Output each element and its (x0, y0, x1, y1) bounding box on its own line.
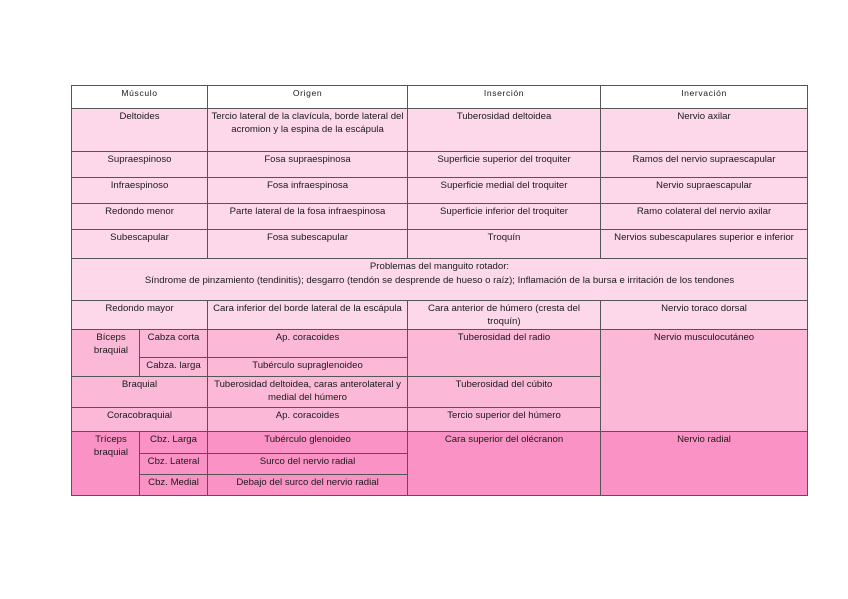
muscle-name: Supraespinoso (72, 152, 208, 178)
nerve-cell: Nervio supraescapular (601, 178, 808, 204)
muscle-name: Braquial (72, 377, 208, 408)
table-row (72, 152, 808, 178)
muscle-name: Tríceps braquial (72, 432, 140, 496)
muscle-name: Subescapular (72, 230, 208, 259)
muscle-name: Bíceps braquial (72, 330, 140, 377)
nerve-cell: Nervio radial (601, 432, 808, 496)
origin-cell: Ap. coracoides (208, 330, 408, 358)
head-name: Cabza. larga (140, 358, 208, 377)
origin-cell: Tubérculo glenoideo (208, 432, 408, 454)
origin-cell: Fosa supraespinosa (208, 152, 408, 178)
origin-cell: Tercio lateral de la clavícula, borde lateral del acromion y la espina de la escápula (208, 109, 408, 152)
insertion-cell: Cara superior del olécranon (408, 432, 601, 496)
table-row (72, 230, 808, 259)
nerve-cell: Nervio toraco dorsal (601, 301, 808, 330)
insertion-cell: Tuberosidad deltoidea (408, 109, 601, 152)
table-row (72, 178, 808, 204)
insertion-cell: Troquín (408, 230, 601, 259)
insertion-cell: Tercio superior del húmero (408, 408, 601, 432)
table-row (72, 204, 808, 230)
header-row (72, 86, 808, 109)
muscle-name: Infraespinoso (72, 178, 208, 204)
origin-cell: Cara inferior del borde lateral de la escápula (208, 301, 408, 330)
nerve-cell: Ramo colateral del nervio axilar (601, 204, 808, 230)
insertion-cell: Superficie superior del troquiter (408, 152, 601, 178)
insertion-cell: Tuberosidad del cúbito (408, 377, 601, 408)
muscle-table (71, 85, 808, 496)
origin-cell: Fosa subescapular (208, 230, 408, 259)
insertion-cell: Cara anterior de húmero (cresta del troquín) (408, 301, 601, 330)
head-name: Cbz. Larga (140, 432, 208, 454)
origin-cell: Fosa infraespinosa (208, 178, 408, 204)
header-insercion: Inserción (408, 86, 601, 109)
problems-cell (72, 259, 808, 301)
origin-cell: Tubérculo supraglenoideo (208, 358, 408, 377)
muscle-name: Redondo mayor (72, 301, 208, 330)
table-row (72, 432, 808, 454)
head-name: Cbz. Medial (140, 475, 208, 496)
problems-text: Síndrome de pinzamiento (tendinitis); desgarro (tendón se desprende de hueso o raíz); Inflamación de la bursa e irritación de los tendones (144, 275, 735, 286)
head-name: Cbz. Lateral (140, 454, 208, 475)
nerve-cell: Nervio musculocutáneo (601, 330, 808, 432)
head-name: Cabza corta (140, 330, 208, 358)
header-inervacion: Inervación (601, 86, 808, 109)
table-row (72, 109, 808, 152)
header-origen: Origen (208, 86, 408, 109)
origin-cell: Debajo del surco del nervio radial (208, 475, 408, 496)
problems-row (72, 259, 808, 301)
origin-cell: Tuberosidad deltoidea, caras anterolateral y medial del húmero (208, 377, 408, 408)
header-musculo: Músculo (72, 86, 208, 109)
origin-cell: Ap. coracoides (208, 408, 408, 432)
origin-cell: Surco del nervio radial (208, 454, 408, 475)
muscle-name: Deltoides (72, 109, 208, 152)
insertion-cell: Tuberosidad del radio (408, 330, 601, 377)
insertion-cell: Superficie medial del troquiter (408, 178, 601, 204)
insertion-cell: Superficie inferior del troquiter (408, 204, 601, 230)
problems-title: Problemas del manguito rotador: (369, 261, 510, 272)
origin-cell: Parte lateral de la fosa infraespinosa (208, 204, 408, 230)
nerve-cell: Nervios subescapulares superior e inferior (601, 230, 808, 259)
muscle-name: Coracobraquial (72, 408, 208, 432)
table-row (72, 330, 808, 358)
table-row (72, 301, 808, 330)
muscle-name: Redondo menor (72, 204, 208, 230)
nerve-cell: Nervio axilar (601, 109, 808, 152)
nerve-cell: Ramos del nervio supraescapular (601, 152, 808, 178)
